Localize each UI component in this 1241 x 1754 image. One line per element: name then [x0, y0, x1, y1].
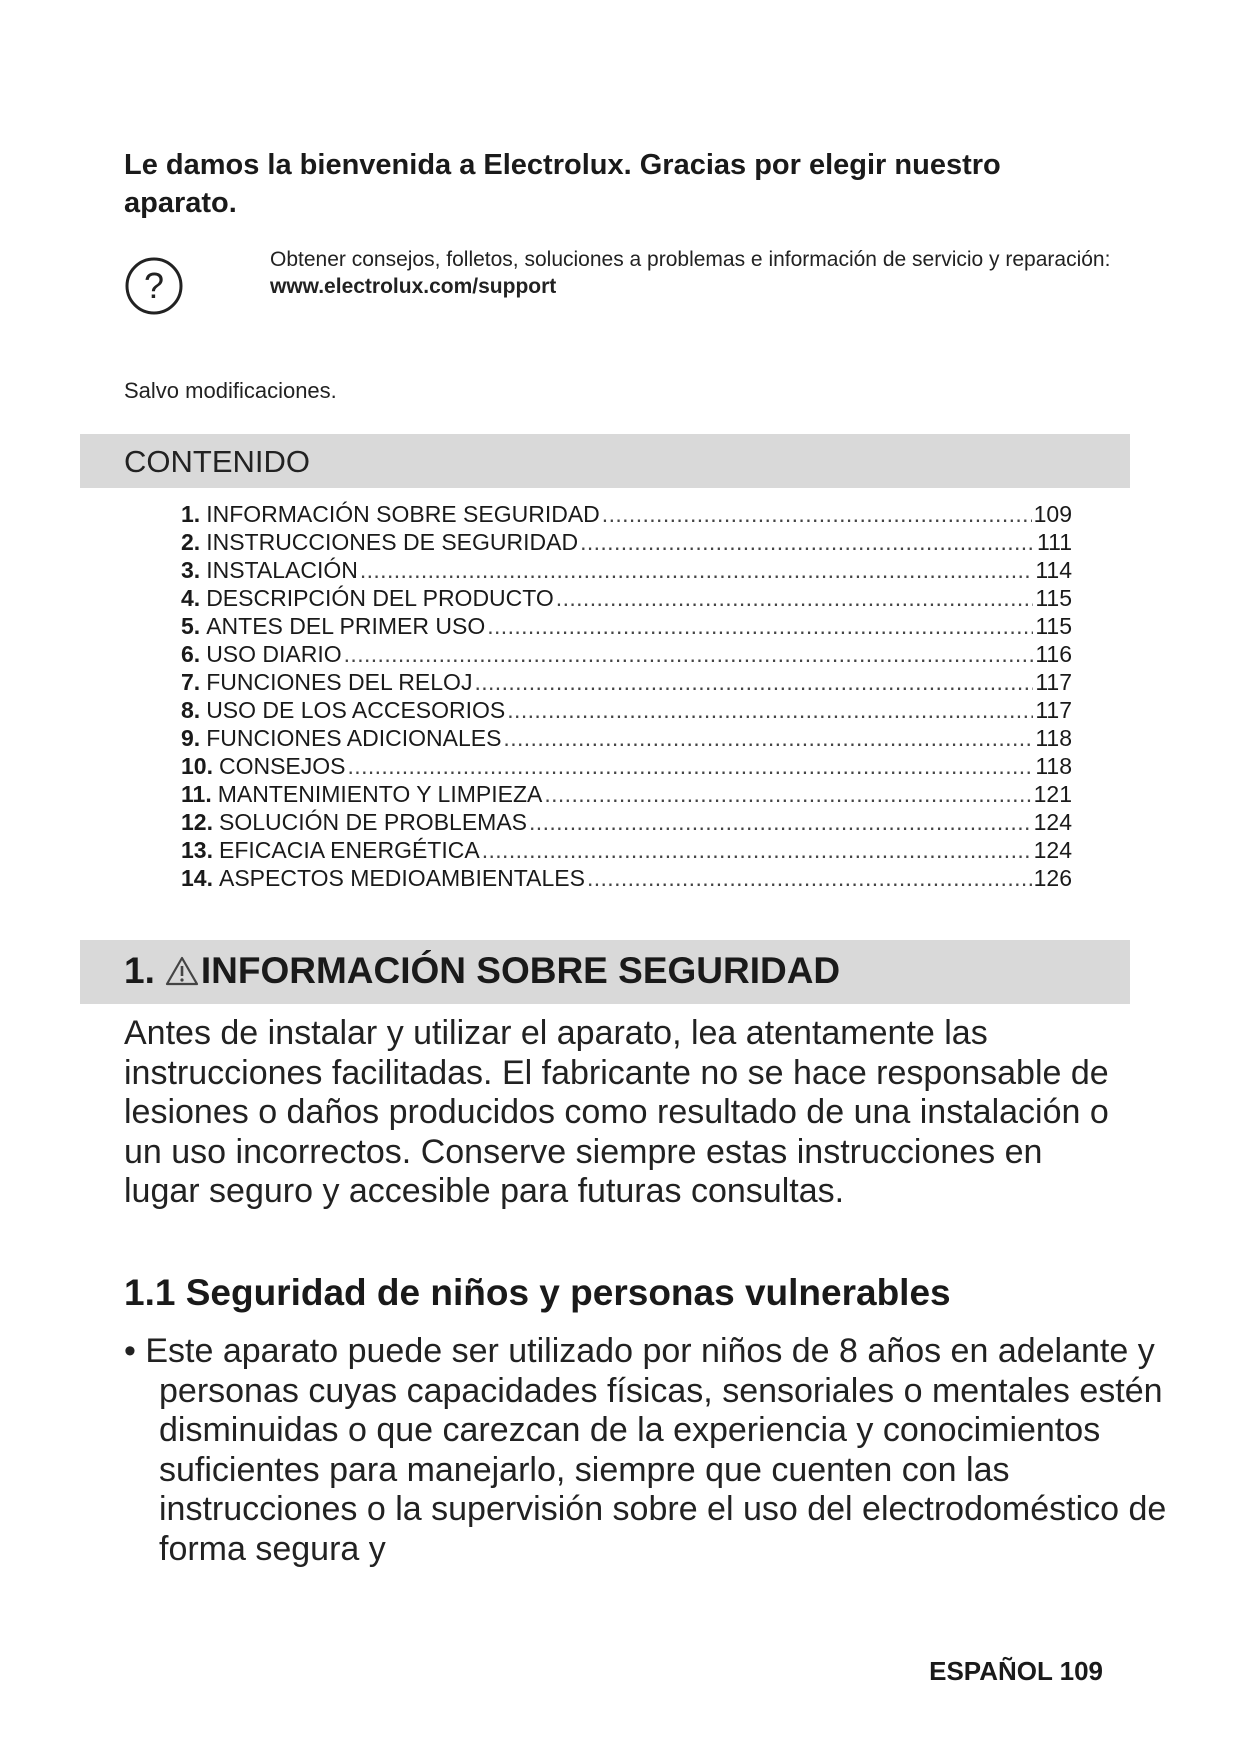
list-item: • Este aparato puede ser utilizado por niños de 8 años en adelante y personas cuyas capacidades físicas, sensoriales o mentales estén disminuidas o que carezcan de la experiencia y conocimientos suficientes para manejarlo, siempre que cuenten con las instrucciones o la supervisión sobre el uso del electrodoméstico de forma segura y	[124, 1332, 1167, 1568]
subsection-heading: 1.1 Seguridad de niños y personas vulnerables	[124, 1272, 951, 1313]
toc-item[interactable]: 1. INFORMACIÓN SOBRE SEGURIDAD . . . 109	[181, 500, 1072, 528]
support-link[interactable]: www.electrolux.com/support	[270, 275, 557, 298]
svg-text:?: ?	[143, 265, 165, 306]
toc-item[interactable]: 9. FUNCIONES ADICIONALES . . . 118	[181, 724, 1072, 752]
toc-item[interactable]: 11. MANTENIMIENTO Y LIMPIEZA . . . 121	[181, 780, 1072, 808]
toc-item[interactable]: 3. INSTALACIÓN . . . 114	[181, 556, 1072, 584]
support-text: Obtener consejos, folletos, soluciones a problemas e información de servicio y reparación:	[270, 248, 1111, 271]
toc-item[interactable]: 8. USO DE LOS ACCESORIOS . . . 117	[181, 696, 1072, 724]
toc-item[interactable]: 2. INSTRUCCIONES DE SEGURIDAD . . . 111	[181, 528, 1072, 556]
contents-header-bar	[80, 434, 1130, 488]
warning-triangle-icon	[165, 955, 199, 987]
support-info	[270, 246, 1150, 300]
intro-paragraph: Antes de instalar y utilizar el aparato, lea atentamente las instrucciones facilitadas. El fabricante no se hace responsable de lesiones o daños producidos como resultado de una instalación o un uso incorrectos. Conserve siempre estas instrucciones en lugar seguro y accesible para futuras consultas.	[124, 1014, 1109, 1210]
toc-item[interactable]: 12. SOLUCIÓN DE PROBLEMAS . . . 124	[181, 808, 1072, 836]
modifications-notice: Salvo modificaciones.	[124, 378, 337, 403]
table-of-contents	[181, 500, 1072, 892]
section-number: 1.	[124, 950, 155, 991]
toc-item[interactable]: 7. FUNCIONES DEL RELOJ . . . 117	[181, 668, 1072, 696]
toc-item[interactable]: 6. USO DIARIO . . . 116	[181, 640, 1072, 668]
toc-item[interactable]: 14. ASPECTOS MEDIOAMBIENTALES . . . 126	[181, 864, 1072, 892]
section-title	[124, 950, 840, 992]
toc-item[interactable]: 13. EFICACIA ENERGÉTICA . . . 124	[181, 836, 1072, 864]
welcome-heading: Le damos la bienvenida a Electrolux. Gracias por elegir nuestro aparato.	[124, 149, 1001, 219]
page-footer: ESPAÑOL 109	[929, 1656, 1103, 1686]
section-title-text: INFORMACIÓN SOBRE SEGURIDAD	[200, 950, 841, 991]
contents-heading: CONTENIDO	[124, 444, 310, 479]
question-circle-icon	[124, 256, 184, 316]
toc-item[interactable]: 10. CONSEJOS . . . 118	[181, 752, 1072, 780]
toc-item[interactable]: 4. DESCRIPCIÓN DEL PRODUCTO . . . 115	[181, 584, 1072, 612]
toc-item[interactable]: 5. ANTES DEL PRIMER USO . . . 115	[181, 612, 1072, 640]
